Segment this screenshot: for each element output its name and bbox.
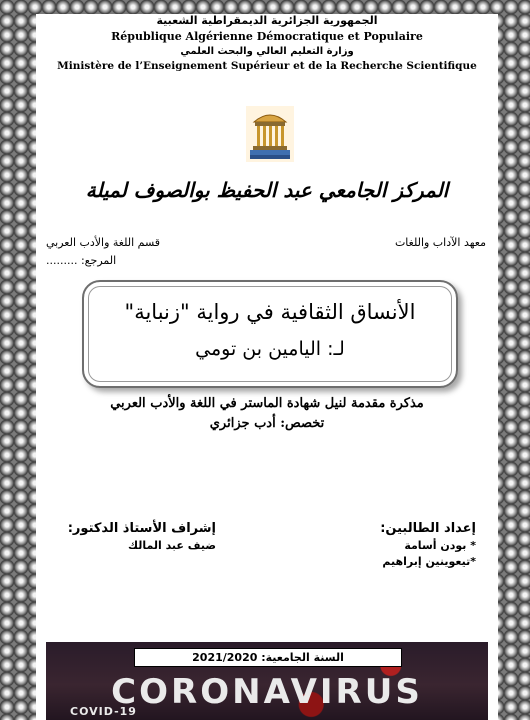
student-name: *تيعوينين إبراهيم bbox=[382, 555, 476, 568]
department-label: قسم اللغة والأدب العربي bbox=[46, 236, 161, 249]
banner-sub-text: COVID-19 bbox=[70, 705, 137, 718]
academic-year: السنة الجامعية: 2021/2020 bbox=[134, 648, 402, 667]
students-label: إعداد الطالبين: bbox=[380, 521, 476, 536]
header-republic-fr: République Algérienne Démocratique et Populaire bbox=[111, 30, 423, 43]
students-block bbox=[380, 520, 476, 570]
thesis-author: لـ: اليامين بن تومي bbox=[195, 338, 345, 360]
university-logo-icon bbox=[246, 106, 294, 162]
supervisor-block bbox=[46, 520, 216, 554]
header-ministry-fr: Ministère de l’Enseignement Supérieur et de la Recherche Scientifique bbox=[57, 60, 477, 72]
student-name: * بودن أسامة bbox=[404, 539, 476, 552]
university-name: المركز الجامعي عبد الحفيظ بوالصوف لميلة bbox=[85, 178, 449, 202]
memo-line: مذكرة مقدمة لنيل شهادة الماستر في اللغة والأدب العربي bbox=[110, 396, 424, 411]
reference-label: المرجع: ......... bbox=[46, 254, 117, 267]
thesis-title-box bbox=[82, 280, 458, 388]
institute-label: معهد الآداب واللغات bbox=[394, 236, 486, 249]
banner-main-text: CORONAVIRUS bbox=[111, 672, 423, 712]
cover-page bbox=[36, 14, 498, 720]
supervisor-name: ضيف عبد المالك bbox=[127, 539, 216, 552]
specialty-line: تخصص: أدب جزائري bbox=[209, 416, 325, 431]
header-republic-ar: الجمهورية الجزائرية الديمقراطية الشعبية bbox=[156, 14, 378, 27]
thesis-title: الأنساق الثقافية في رواية "زنباية" bbox=[124, 300, 416, 324]
supervisor-label: إشراف الأستاذ الدكتور: bbox=[67, 521, 216, 536]
coronavirus-banner bbox=[46, 642, 488, 720]
header-ministry-ar: وزارة التعليم العالي والبحث العلمي bbox=[180, 46, 354, 57]
